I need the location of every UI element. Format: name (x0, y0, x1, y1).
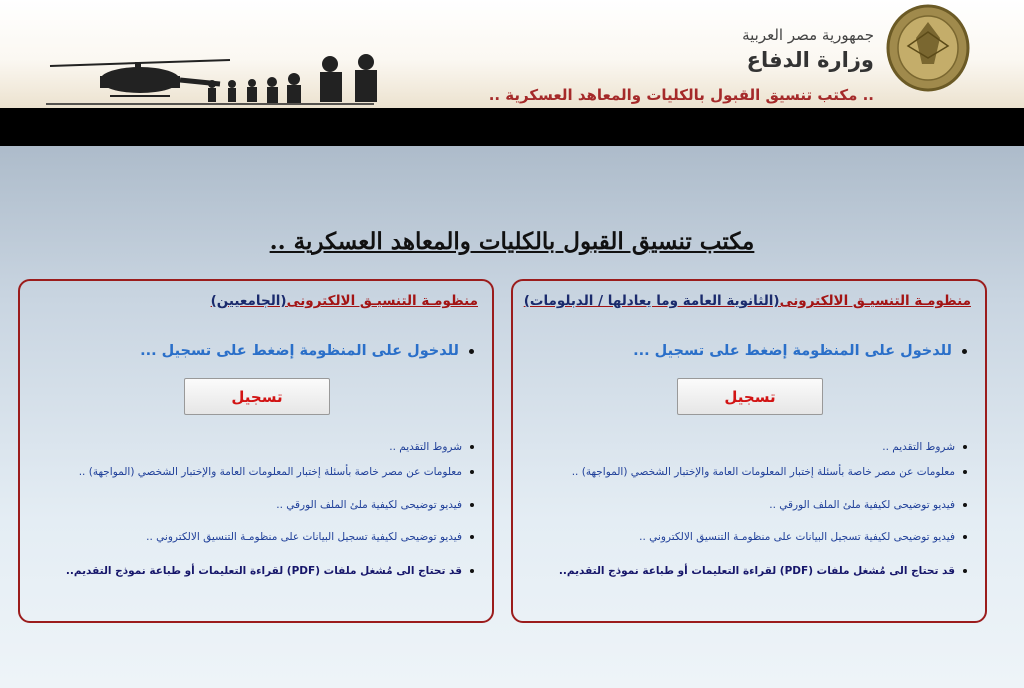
bullet-icon (963, 535, 967, 539)
bullet-icon (963, 569, 967, 573)
link-pdf-reader[interactable]: قد تحتاج الى مُشغل ملفات (PDF) لقراءة التعليمات أو طباعة نموذج التقديم.. (65, 565, 462, 577)
panel-secondary-diplomas (511, 279, 987, 623)
list-item[interactable] (66, 565, 474, 577)
list-item[interactable] (79, 466, 474, 478)
link-application-conditions[interactable]: شروط التقديم .. (389, 441, 462, 453)
link-registration-video[interactable]: فيديو توضيحى لكيفية تسجيل البيانات على منظومـة التنسيق الالكتروني .. (639, 531, 955, 543)
bullet-icon (470, 535, 474, 539)
country-name: جمهورية مصر العربية (742, 26, 874, 44)
link-paper-file-video[interactable]: فيديو توضيحى لكيفية ملئ الملف الورقي .. (276, 499, 462, 511)
register-button[interactable]: تسجيل (184, 378, 330, 415)
office-subtitle: .. مكتب تنسيق القبول بالكليات والمعاهد العسكرية .. (488, 86, 874, 104)
register-button[interactable]: تسجيل (677, 378, 823, 415)
panel-university (18, 279, 494, 623)
ministry-emblem-icon (884, 2, 972, 100)
link-application-conditions[interactable]: شروط التقديم .. (882, 441, 955, 453)
soldiers-helicopter-silhouette (40, 40, 380, 106)
header-black-bar (0, 108, 1024, 146)
list-item[interactable] (639, 531, 967, 543)
link-paper-file-video[interactable]: فيديو توضيحى لكيفية ملئ الملف الورقي .. (769, 499, 955, 511)
link-pdf-reader[interactable]: قد تحتاج الى مُشغل ملفات (PDF) لقراءة التعليمات أو طباعة نموذج التقديم.. (558, 565, 955, 577)
list-item[interactable] (146, 531, 474, 543)
bullet-icon (963, 445, 967, 449)
link-egypt-info[interactable]: معلومات عن مصر خاصة بأسئلة إختبار المعلومات العامة والإختبار الشخصي (المواجهة) .. (571, 466, 955, 478)
login-prompt: للدخول على المنظومة إضغط على تسجيل ... (140, 343, 474, 359)
list-item[interactable] (276, 499, 474, 511)
bullet-icon (963, 470, 967, 474)
list-item[interactable] (882, 441, 967, 453)
link-egypt-info[interactable]: معلومات عن مصر خاصة بأسئلة إختبار المعلومات العامة والإختبار الشخصي (المواجهة) .. (78, 466, 462, 478)
list-item[interactable] (572, 466, 967, 478)
panel-title[interactable]: منظومـة التنسيـق الالكترونى(الثانوية العامة وما يعادلها / الدبلومات) (523, 293, 971, 309)
panel-title[interactable]: منظومـة التنسيـق الالكترونى(الجامعيين) (210, 293, 478, 309)
list-item[interactable] (389, 441, 474, 453)
list-item[interactable] (769, 499, 967, 511)
login-prompt: للدخول على المنظومة إضغط على تسجيل ... (633, 343, 967, 359)
bullet-icon (470, 503, 474, 507)
ministry-name: وزارة الدفاع (746, 48, 874, 72)
bullet-icon (469, 349, 474, 354)
list-item[interactable] (559, 565, 967, 577)
bullet-icon (470, 445, 474, 449)
bullet-icon (963, 503, 967, 507)
site-header (0, 0, 1024, 108)
bullet-icon (470, 569, 474, 573)
bullet-icon (470, 470, 474, 474)
page-title: مكتب تنسيق القبول بالكليات والمعاهد العسكرية .. (269, 228, 755, 255)
link-registration-video[interactable]: فيديو توضيحى لكيفية تسجيل البيانات على منظومـة التنسيق الالكتروني .. (146, 531, 462, 543)
bullet-icon (962, 349, 967, 354)
